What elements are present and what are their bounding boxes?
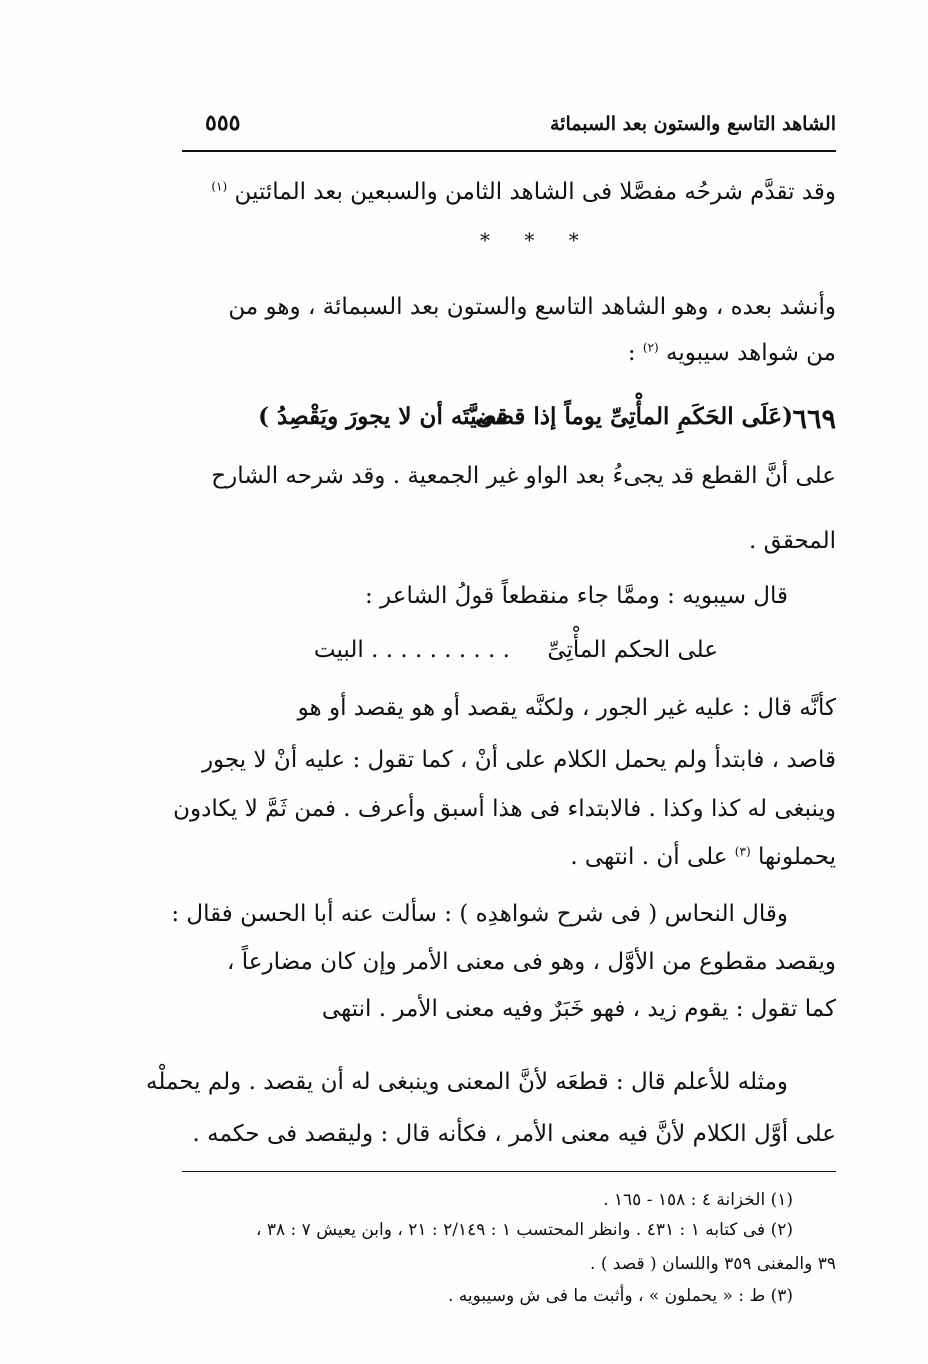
running-title: الشاهد التاسع والستون بعد السبمائة [549,113,836,135]
header-rule [182,150,836,152]
paragraph-5-line-2: قاصد ، فابتدأ ولم يحمل الكلام على أنْ ، كما تقول : عليه أنْ لا يجور [201,747,836,773]
paragraph-6-line-2: ويقصد مقطوع من الأوَّل ، وهو فى معنى الأمر وإن كان مضارعاً ، [227,949,836,975]
verse-number: ٦٦٩ [792,404,836,435]
paragraph-3-line-2: المحقق . [749,528,836,554]
verse-first-hemistich: (عَلَى الحَكَمِ المأْتِىِّ يوماً إذا قضى [475,403,793,430]
footnote-2-line-2: ٣٩ والمغنى ٣٥٩ واللسان ( قصد ) . [590,1254,836,1274]
paragraph-text: يحملونها [757,844,836,870]
paragraph-5-line-4 [186,843,836,872]
paragraph-6-line-3: كما تقول : يقوم زيد ، فهو خَبَرٌ وفيه معنى الأمر . انتهى [321,996,836,1022]
paragraph-text: وقد تقدَّم شرحُه مفصَّلا فى الشاهد الثامن والسبعين بعد المائتين [234,179,836,205]
footnote-rule [182,1171,836,1172]
paragraph-3-line-1: على أنَّ القطع قد يجىءُ بعد الواو غير الجمعية . وقد شرحه الشارح [211,463,836,489]
footnote-2-line-1: (٢) فى كتابه ١ : ٤٣١ . وانظر المحتسب ١ : ٢/١٤٩ : ٢١ ، وابن يعيش ٧ : ٣٨ ، [255,1220,793,1240]
colon: : [627,340,636,366]
paragraph-5-line-1: كأنَّه قال : عليه غير الجور ، ولكنَّه يقصد أو هو يقصد أو هو [297,695,836,721]
section-separator: * * * [480,228,593,252]
quotation-ellipsis: . . . . . . . . . . البيت [313,637,510,663]
verse-second-hemistich: قضيَّتَه أن لا يجورَ ويَقْصِدُ ) [258,403,508,430]
paragraph-2-line-1: وأنشد بعده ، وهو الشاهد التاسع والستون بعد السبمائة ، وهو من [228,294,836,320]
paragraph-5-line-3: وينبغى له كذا وكذا . فالابتداء فى هذا أسبق وأعرف . فمن ثَمَّ لا يكادون [173,796,836,822]
page-header [0,0,928,160]
footnote-marker: (١) [211,179,228,194]
footnote-marker: (٣) [734,844,751,859]
paragraph-6-line-1: وقال النحاس ( فى شرح شواهدِه ) : سألت عنه أبا الحسن فقال : [171,901,788,927]
paragraph-7-line-2: على أوَّل الكلام لأنَّ فيه معنى الأمر ، فكأنه قال : وليقصد فى حكمه . [192,1121,836,1147]
paragraph-text: على أن . انتهى . [570,844,728,870]
paragraph-4: قال سيبويه : وممَّا جاء منقطعاً قولُ الشاعر : [364,583,788,609]
paragraph-2-line-2 [186,339,836,368]
quotation-text: على الحكم المأْتِىِّ [547,637,718,663]
footnote-3: (٣) ط : « يحملون » ، وأثبت ما فى ش وسيبويه . [448,1286,793,1306]
footnote-marker: (٢) [642,340,659,355]
page-number: ٥٥٥ [205,110,241,136]
footnote-1: (١) الخزانة ٤ : ١٥٨ - ١٦٥ . [603,1190,793,1210]
paragraph-text: من شواهد سيبويه [666,340,836,366]
paragraph-7-line-1: ومثله للأعلم قال : قطعَه لأنَّ المعنى وينبغى له أن يقصد . ولم يحملْه [146,1069,788,1095]
paragraph-1 [186,178,836,207]
